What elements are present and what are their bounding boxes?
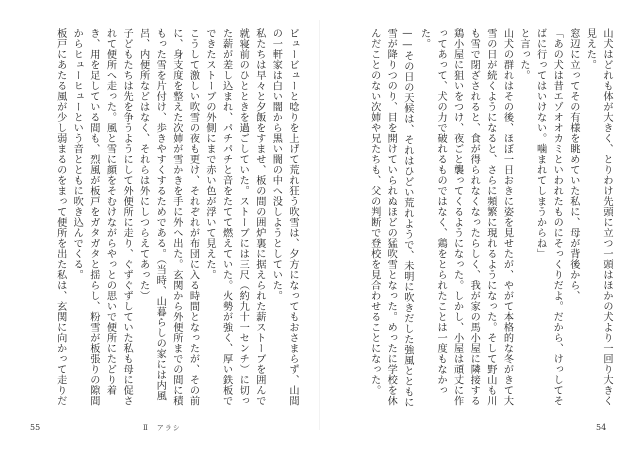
paragraph: 山犬の群れはその後、ほぼ一日おきに姿を見せたが、やがて本格的な冬がきて大雪の日が続くようになると、さらに頻繁に現れるようになった。そして野山も川も雪で閉ざされると、食が得られなくなったらしく、我が家の馬小屋に隣接する鶏小屋に狙いをつけ、夜ごと襲ってくるようになった。しかし、小屋は頑丈に作ってあって、犬の力で破れるものではなく、鶏をとられたことは一度もなかった。 (418, 28, 513, 406)
paragraph: 私たちは早々と夕飯をすませ、板の間の囲炉裏に据えられた薪ストーブを囲んで就寝前のひとときを過ごしていた。ストーブには三尺（約九十一センチ）に切った薪が差し込まれ、パチパチと音をたてて燃えていた。火勢が強く、厚い鉄板でできたストーブの外側にまで赤い色が浮いて見えた。 (204, 28, 265, 406)
paragraph: 子どもたちは先を争うようにして外便所に走り、ぐずぐずしていた私も母に促されて便所へ走った。風と雪に顔をそむけながらやっとの思いで便所にたどり着き、用を足している間も、烈風が板戸をガタガタと揺らし、粉雪が板張りの隙間からヒューヒューという音とともに吹き込んでくる。 (71, 28, 133, 406)
paragraph: 「あの犬は昔エゾオオカミといわれたものにそっくりだよ。だから、けっしてそばに行ってはいけない。噛まれてしまうからね」 (534, 28, 563, 406)
paragraph: 窓辺に立ってその有様を眺めていた私に、母が背後から、 (567, 28, 579, 301)
paragraph: と言った。 (518, 28, 530, 81)
paragraph: 板戸にあたる風が少し弱まるのをまって便所を出た私は、玄関に向かって走りだ (54, 28, 66, 406)
page-number-left: 55 (30, 423, 41, 432)
running-head: Ⅱ アラシ (143, 424, 181, 432)
left-page-body (28, 28, 300, 410)
right-page (320, 0, 640, 451)
right-page-body (346, 28, 614, 410)
paragraph: 山犬はどれも体が大きく、とりわけ先頭に立つ一頭はほかの犬より一回り大きく見えた。 (584, 28, 612, 406)
paragraph: ——その日の天候は、それはひどい荒れようで、未明に吹きだした強風とともに雪が降りつのり、目を開けていられぬほどの猛吹雪となった。めったに学校を休んだことのない次姉や兄たちも、父の判断で登校を見合わせることになった。 (368, 28, 413, 408)
paragraph: こうして激しい吹雪の夜も更け、それぞれが布団に入る時間となったが、その前に、身支度を整えた次姉が雪かきを手に外へ出た。玄関から外便所までの間に積もった雪を片付け、歩きやすくするためである。（当時、山暮らしの家には内風呂、内便所などはなく、それらは外にしつらえてあった） (137, 28, 199, 406)
paragraph: ビュービューと唸りを上げて荒れ狂う吹雪は、夕方になってもおさまらず、山間の一軒家は白い闇から黒い闇の中へ没しようとしていた。 (270, 28, 298, 406)
page-number-right: 54 (596, 423, 607, 432)
